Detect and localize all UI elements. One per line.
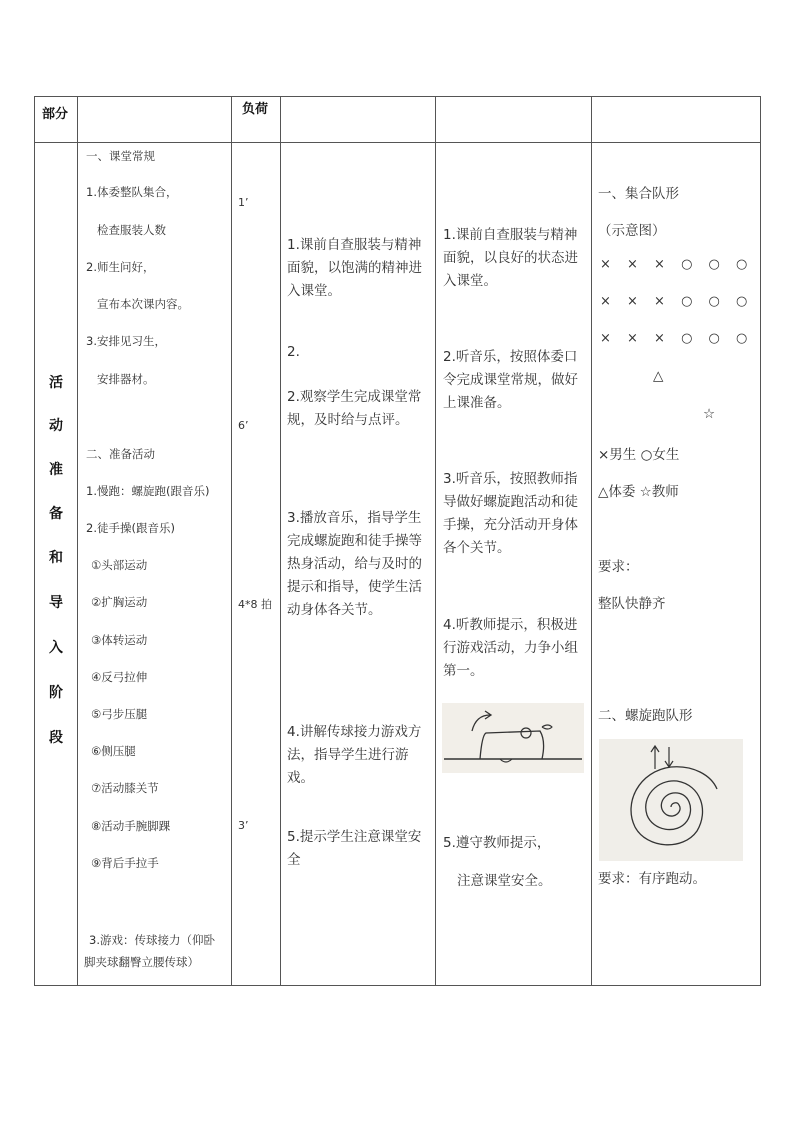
section-char: 导: [49, 595, 63, 611]
section-char: 阶: [49, 685, 63, 701]
exercise-item: ②扩胸运动: [91, 595, 148, 609]
student-activity: 2.听音乐，按照体委口令完成课堂常规，做好上课准备。: [443, 349, 578, 411]
section-char: 和: [49, 550, 63, 566]
exercise-item: ⑨背后手拉手: [91, 856, 159, 870]
game-item: 3.游戏：传球接力（仰卧: [89, 933, 215, 947]
table-border-bottom: [34, 985, 761, 986]
section-char: 入: [49, 640, 63, 656]
formation-row: × × × ○ ○ ○: [600, 257, 754, 272]
routine-item-detail: 宣布本次课内容。: [97, 297, 189, 311]
teacher-activity: 2.: [287, 344, 300, 360]
routine-item: 3.安排见习生，: [86, 334, 166, 348]
header-section: 部分: [42, 107, 69, 122]
routine-item: 1.体委整队集合，: [86, 185, 178, 199]
spiral-title: 二、螺旋跑队形: [598, 708, 693, 724]
exercise-item: ④反弓拉伸: [91, 670, 148, 684]
requirement-text: 整队快静齐: [598, 596, 666, 612]
section-char: 备: [49, 506, 63, 522]
teacher-activity: 1.课前自查服装与精神面貌，以饱满的精神进入课堂。: [287, 237, 422, 299]
section-char: 段: [49, 730, 63, 746]
student-activity: 3.听音乐，按照教师指导做好螺旋跑活动和徒手操，充分活动开身体各个关节。: [443, 471, 578, 556]
col-divider-3: [280, 96, 281, 986]
col-divider-4: [435, 96, 436, 986]
section-char: 动: [49, 418, 63, 434]
requirement-label: 要求：: [598, 559, 639, 575]
exercise-item: ①头部运动: [91, 558, 148, 572]
game-sketch-drawing: [442, 703, 584, 773]
star-icon: ☆: [703, 406, 716, 422]
game-sketch-photo: [442, 703, 584, 773]
header-divider: [34, 142, 761, 143]
spiral-sketch-photo: [599, 739, 743, 861]
exercise-item: ⑤弓步压腿: [91, 707, 148, 721]
header-load: 负荷: [242, 102, 269, 117]
routine-item-detail: 安排器材。: [97, 372, 155, 386]
game-item-detail: 脚夹球翻臀立腰传球）: [84, 955, 199, 969]
formation-title: 一、集合队形: [598, 186, 679, 202]
routine-item-detail: 检查服装人数: [97, 223, 166, 237]
warmup-item: 1.慢跑：螺旋跑(跟音乐): [86, 484, 210, 498]
section-char: 准: [49, 462, 63, 478]
table-border-right: [760, 96, 761, 986]
exercise-item: ⑧活动手腕脚踝: [91, 819, 171, 833]
routine-title: 一、课堂常规: [86, 149, 155, 163]
routine-item: 2.师生问好，: [86, 260, 155, 274]
formation-row: × × × ○ ○ ○: [600, 331, 754, 346]
section-char: 活: [49, 375, 63, 391]
formation-row: × × × ○ ○ ○: [600, 294, 754, 309]
exercise-item: ⑦活动膝关节: [91, 781, 159, 795]
load-time: 4*8 拍: [238, 598, 272, 611]
warmup-item: 2.徒手操(跟音乐): [86, 521, 175, 535]
col-divider-5: [591, 96, 592, 986]
student-activity: 1.课前自查服装与精神面貌，以良好的状态进入课堂。: [443, 227, 578, 289]
exercise-item: ③体转运动: [91, 633, 148, 647]
spiral-sketch-drawing: [599, 739, 743, 861]
table-border-top: [34, 96, 761, 97]
student-activity: 5.遵守教师提示，: [443, 835, 551, 851]
triangle-icon: △: [653, 368, 664, 384]
col-divider-1: [77, 96, 78, 986]
teacher-activity: 3.播放音乐，指导学生完成螺旋跑和徒手操等热身活动，给与及时的提示和指导，使学生活动身体各关节。: [287, 510, 422, 618]
warmup-title: 二、准备活动: [86, 447, 155, 461]
exercise-item: ⑥侧压腿: [91, 744, 136, 758]
teacher-activity: 2.观察学生完成课堂常规，及时给与点评。: [287, 389, 422, 428]
load-time: 3’: [238, 819, 249, 832]
formation-legend: ×男生 ○女生: [598, 447, 680, 463]
requirement-text: 要求：有序跑动。: [598, 871, 706, 887]
teacher-activity: 4.讲解传球接力游戏方法，指导学生进行游戏。: [287, 724, 422, 786]
formation-subtitle: （示意图）: [598, 223, 666, 239]
load-time: 1’: [238, 196, 249, 209]
load-time: 6’: [238, 419, 249, 432]
formation-legend: △体委 ☆教师: [598, 484, 679, 500]
table-border-left: [34, 96, 35, 986]
student-activity: 4.听教师提示，积极进行游戏活动，力争小组第一。: [443, 617, 578, 679]
teacher-activity: 5.提示学生注意课堂安全: [287, 829, 422, 868]
student-activity-detail: 注意课堂安全。: [457, 873, 552, 889]
col-divider-2: [231, 96, 232, 986]
